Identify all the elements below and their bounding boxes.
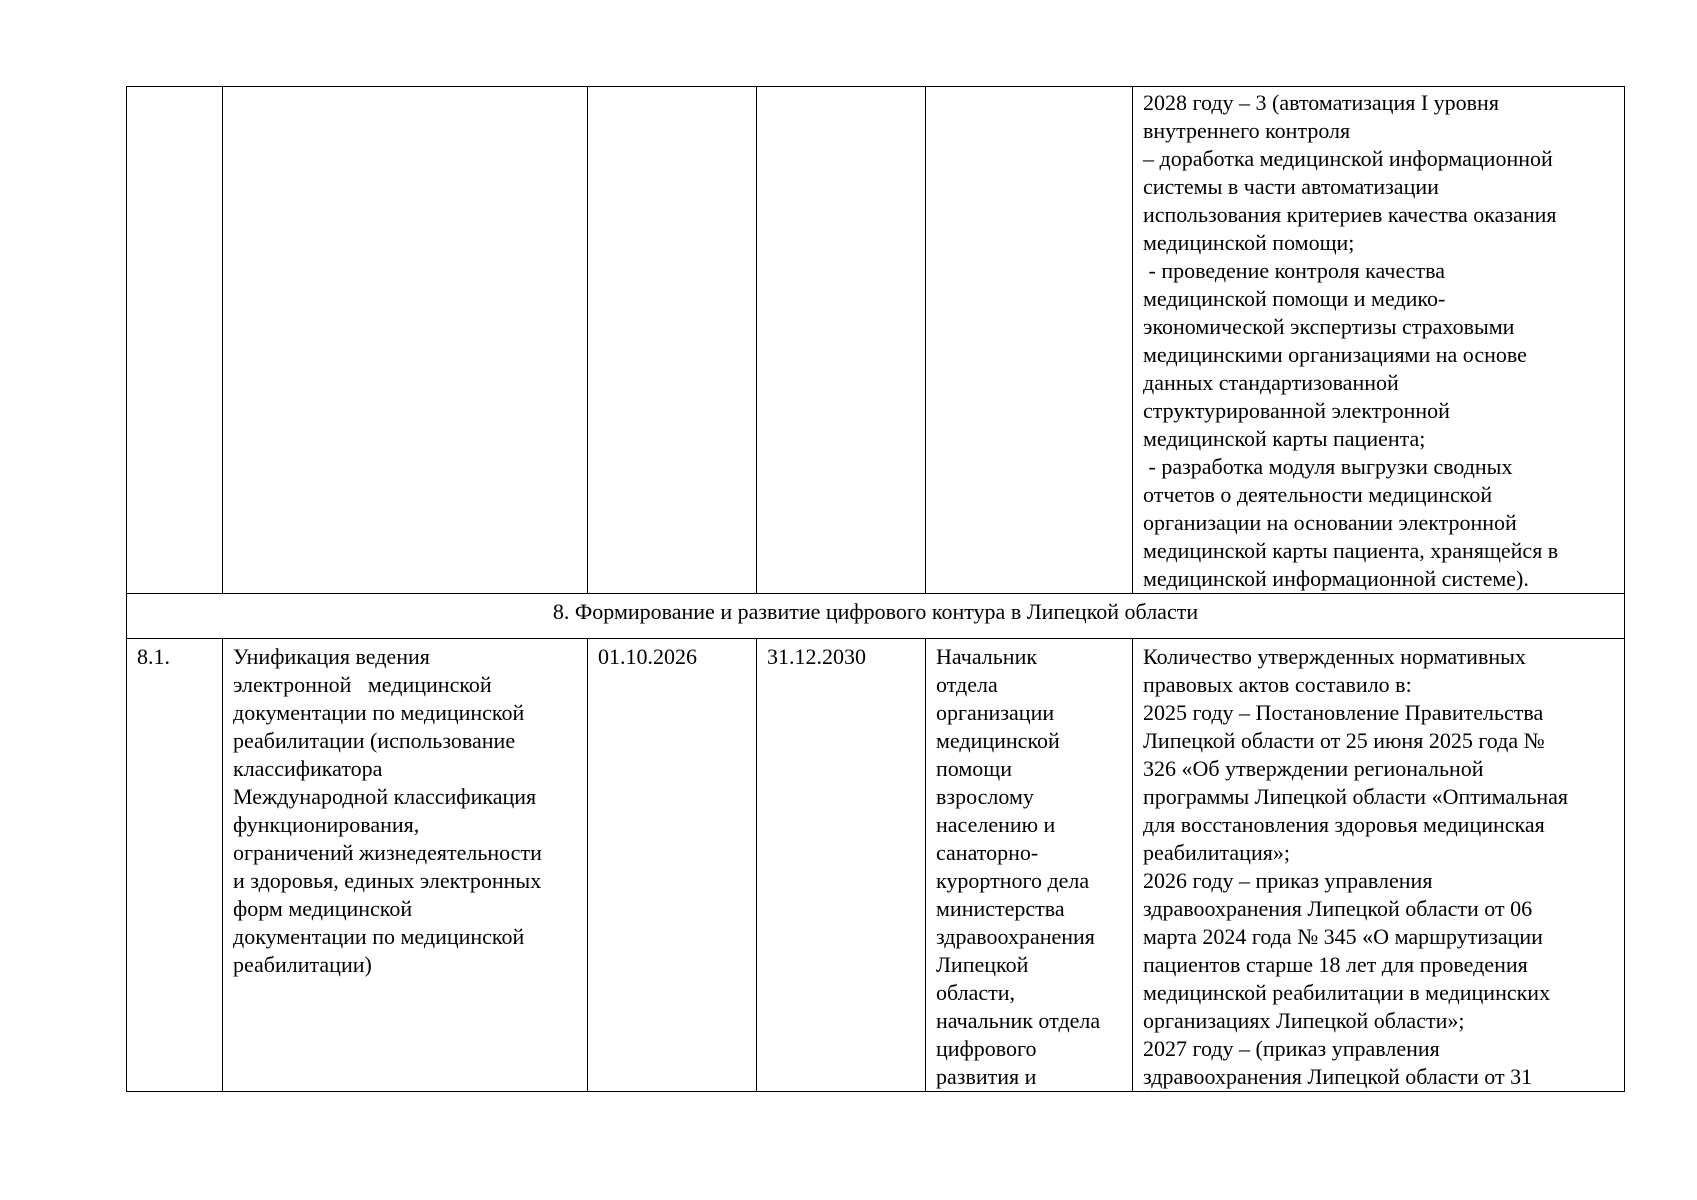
text-line: документации по медицинской bbox=[233, 924, 525, 949]
cell-result bbox=[1133, 87, 1625, 594]
cell-activity-name bbox=[223, 87, 588, 594]
text-line: - разработка модуля выгрузки сводных bbox=[1143, 454, 1513, 479]
text-line: организации на основании электронной bbox=[1143, 510, 1517, 535]
cell-responsible bbox=[926, 87, 1133, 594]
text-line: пациентов старше 18 лет для проведения bbox=[1143, 952, 1528, 977]
text-line: медицинскими организациями на основе bbox=[1143, 342, 1527, 367]
text-line: использования критериев качества оказания bbox=[1143, 202, 1557, 227]
plan-table bbox=[126, 86, 1625, 1092]
text-line: санаторно- bbox=[936, 840, 1039, 865]
text-line: помощи bbox=[936, 756, 1012, 781]
text-line: министерства bbox=[936, 896, 1065, 921]
text-line: – доработка медицинской информационной bbox=[1143, 146, 1553, 171]
text-line: для восстановления здоровья медицинская bbox=[1143, 812, 1545, 837]
text-line: отчетов о деятельности медицинской bbox=[1143, 482, 1493, 507]
text-line: организации bbox=[936, 700, 1055, 725]
text-line: реабилитации (использование bbox=[233, 728, 516, 753]
text-line: медицинской помощи; bbox=[1143, 230, 1355, 255]
text-line: функционирования, bbox=[233, 812, 420, 837]
text-line: 2027 году – (приказ управления bbox=[1143, 1036, 1440, 1061]
text-line: форм медицинской bbox=[233, 896, 413, 921]
text-line: Унификация ведения bbox=[233, 644, 430, 669]
cell-end-date: 31.12.2030 bbox=[757, 639, 926, 1092]
cell-result bbox=[1133, 639, 1625, 1092]
text-line: развития и bbox=[936, 1064, 1037, 1089]
text-line: реабилитации) bbox=[233, 952, 372, 977]
text-line: 2025 году – Постановление Правительства bbox=[1143, 700, 1544, 725]
text-line: - проведение контроля качества bbox=[1143, 258, 1445, 283]
text-line: данных стандартизованной bbox=[1143, 370, 1399, 395]
cell-start-date: 01.10.2026 bbox=[588, 639, 757, 1092]
text-line: 326 «Об утверждении региональной bbox=[1143, 756, 1484, 781]
cell-number: 8.1. bbox=[127, 639, 223, 1092]
text-line: медицинской карты пациента, хранящейся в bbox=[1143, 538, 1559, 563]
text-line: структурированной электронной bbox=[1143, 398, 1450, 423]
text-line: области, bbox=[936, 980, 1016, 1005]
text-line: правовых актов составило в: bbox=[1143, 672, 1412, 697]
section-title: 8. Формирование и развитие цифрового контура в Липецкой области bbox=[127, 594, 1625, 639]
text-line: классификатора bbox=[233, 756, 383, 781]
text-line: электронной медицинской bbox=[233, 672, 492, 697]
text-line: внутреннего контроля bbox=[1143, 118, 1351, 143]
text-line: медицинской bbox=[936, 728, 1060, 753]
text-line: программы Липецкой области «Оптимальная bbox=[1143, 784, 1569, 809]
text-line: организациях Липецкой области»; bbox=[1143, 1008, 1465, 1033]
text-line: Липецкой области от 25 июня 2025 года № bbox=[1143, 728, 1545, 753]
text-line: медицинской помощи и медико- bbox=[1143, 286, 1446, 311]
text-line: населению и bbox=[936, 812, 1056, 837]
text-line: марта 2024 года № 345 «О маршрутизации bbox=[1143, 924, 1543, 949]
text-line: Начальник bbox=[936, 644, 1038, 669]
cell-start-date bbox=[588, 87, 757, 594]
text-line: 2028 году – 3 (автоматизация I уровня bbox=[1143, 90, 1499, 115]
text-line: Международной классификация bbox=[233, 784, 537, 809]
cell-activity-name bbox=[223, 639, 588, 1092]
text-line: Липецкой bbox=[936, 952, 1029, 977]
text-line: курортного дела bbox=[936, 868, 1090, 893]
text-line: и здоровья, единых электронных bbox=[233, 868, 542, 893]
section-row bbox=[127, 594, 1625, 639]
text-line: экономической экспертизы страховыми bbox=[1143, 314, 1515, 339]
text-line: медицинской реабилитации в медицинских bbox=[1143, 980, 1551, 1005]
text-line: медицинской карты пациента; bbox=[1143, 426, 1426, 451]
text-line: отдела bbox=[936, 672, 998, 697]
text-line: здравоохранения Липецкой области от 06 bbox=[1143, 896, 1533, 921]
table-row bbox=[127, 639, 1625, 1092]
text-line: системы в части автоматизации bbox=[1143, 174, 1439, 199]
text-line: Количество утвержденных нормативных bbox=[1143, 644, 1526, 669]
text-line: здравоохранения Липецкой области от 31 bbox=[1143, 1064, 1533, 1089]
cell-end-date bbox=[757, 87, 926, 594]
cell-number bbox=[127, 87, 223, 594]
text-line: медицинской информационной системе). bbox=[1143, 566, 1529, 591]
text-line: документации по медицинской bbox=[233, 700, 525, 725]
text-line: здравоохранения bbox=[936, 924, 1095, 949]
text-line: взрослому bbox=[936, 784, 1034, 809]
text-line: 2026 году – приказ управления bbox=[1143, 868, 1433, 893]
text-line: цифрового bbox=[936, 1036, 1037, 1061]
table-row-continued bbox=[127, 87, 1625, 594]
cell-responsible bbox=[926, 639, 1133, 1092]
text-line: реабилитация»; bbox=[1143, 840, 1290, 865]
text-line: ограничений жизнедеятельности bbox=[233, 840, 542, 865]
text-line: начальник отдела bbox=[936, 1008, 1101, 1033]
